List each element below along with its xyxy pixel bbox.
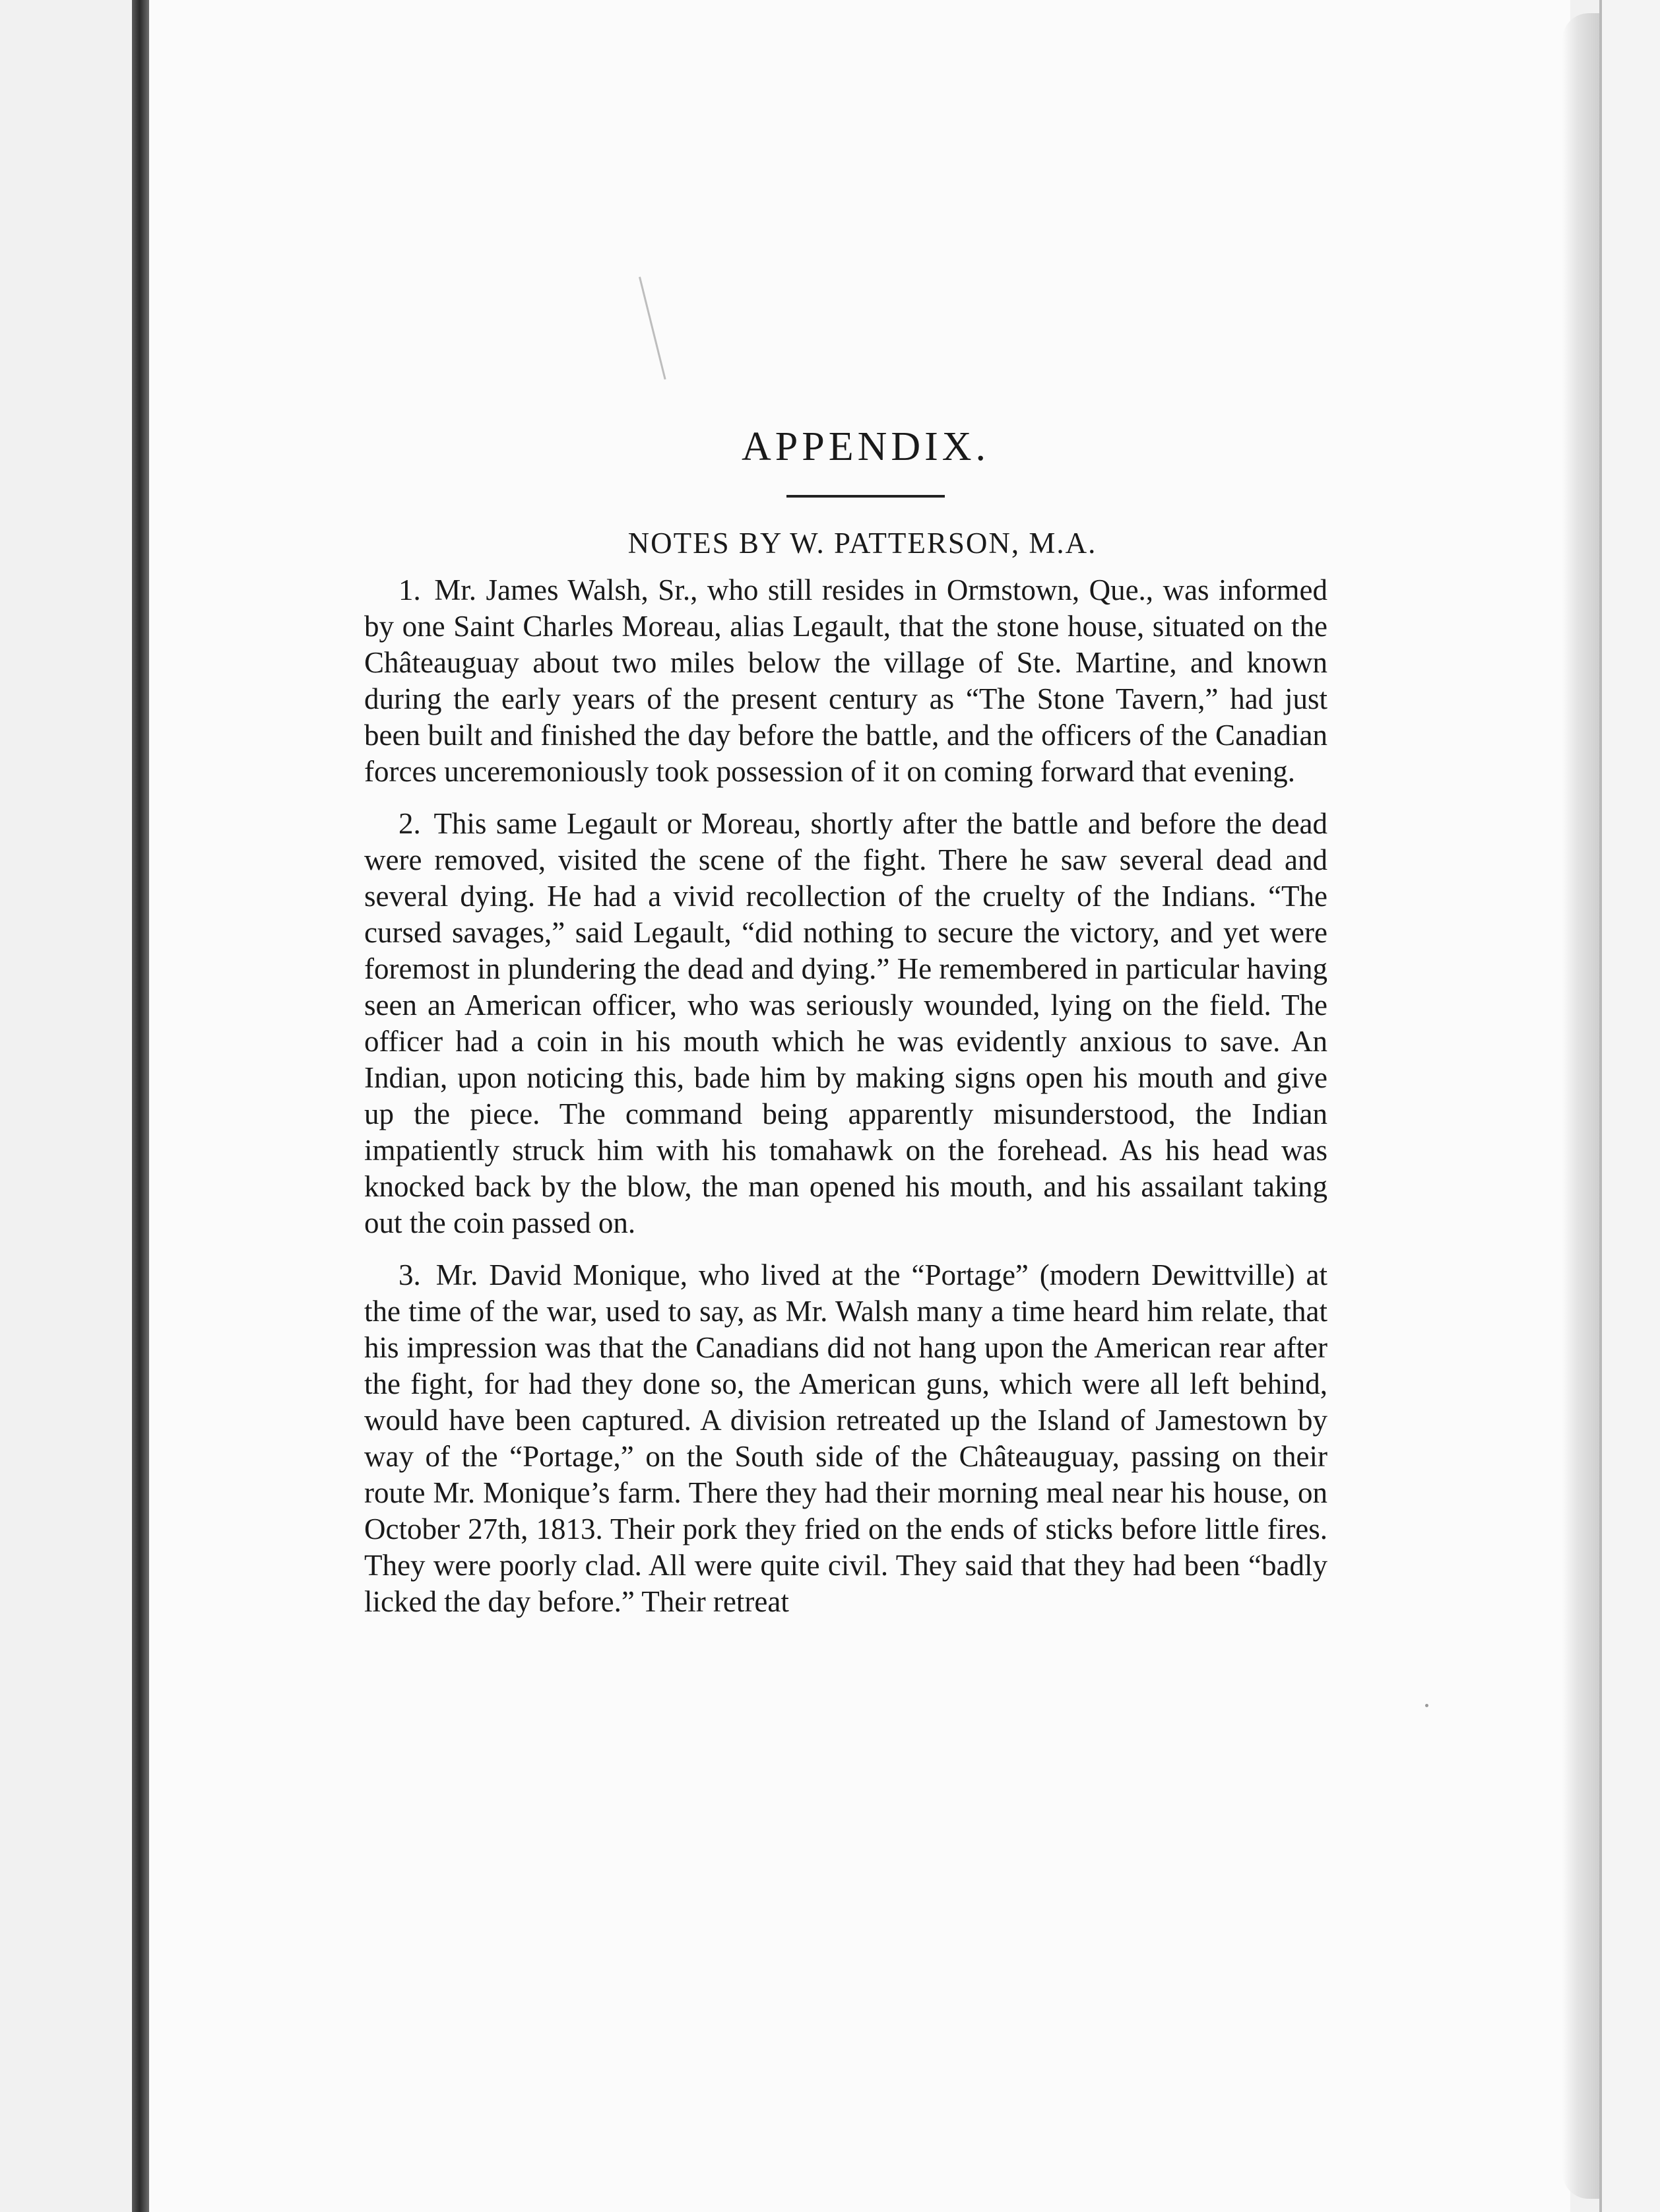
scan-margin-right	[1602, 0, 1660, 2212]
note-number: 1.	[399, 573, 421, 606]
title-rule-divider	[786, 495, 945, 498]
note-text: Mr. James Walsh, Sr., who still resides in Ormstown, Que., was informed by one Saint Charles Moreau, alias Legault, that the stone house, situated on the Châteauguay about two miles below the village of Ste. Martine, and known during the early years of the present century as “The Stone Tavern,” had just been built and finished the day before the battle, and the officers of the Canadian forces unceremoniously took possession of it on coming forward that evening.	[364, 573, 1328, 788]
page-text-block	[364, 422, 1327, 1620]
note-text: This same Legault or Moreau, shortly after the battle and before the dead were removed, visited the scene of the fight. There he saw several dead and several dying. He had a vivid recollection of the cruelty of the Indians. “The cursed savages,” said Legault, “did nothing to secure the victory, and yet were foremost in plundering the dead and dying.” He remembered in particular having seen an American officer, who was seriously wounded, lying on the field. The officer had a coin in his mouth which he was evidently anxious to save. An Indian, upon noticing this, bade him by making signs open his mouth and give up the piece. The command being apparently misunderstood, the Indian impatiently struck him with his tomahawk on the forehead. As his head was knocked back by the blow, the man opened his mouth, and his assailant taking out the coin passed on.	[364, 806, 1328, 1239]
note-number: 3.	[399, 1258, 421, 1291]
book-binding-edge	[132, 0, 149, 2212]
stray-scan-dot	[1425, 1704, 1428, 1707]
notes-subtitle: NOTES BY W. PATTERSON, M.A.	[627, 527, 1097, 560]
appendix-title: APPENDIX.	[741, 424, 990, 469]
page-right-edge-shadow	[1562, 13, 1599, 2199]
note-paragraph-2	[364, 806, 1327, 1241]
note-paragraph-3	[364, 1257, 1327, 1620]
note-paragraph-1	[364, 572, 1327, 790]
note-number: 2.	[399, 806, 421, 840]
note-text: Mr. David Monique, who lived at the “Portage” (modern Dewittville) at the time of the war, used to say, as Mr. Walsh many a time heard him relate, that his impression was that the Canadians did not hang upon the American rear after the fight, for had they done so, the American guns, which were all left behind, would have been captured. A division retreated up the Island of Jamestown by way of the “Portage,” on the South side of the Châteauguay, passing on their route Mr. Monique’s farm. There they had their morning meal near his house, on October 27th, 1813. Their pork they fried on the ends of sticks before little fires. They were poorly clad. All were quite civil. They said that they had been “badly licked the day before.” Their retreat	[364, 1258, 1327, 1618]
